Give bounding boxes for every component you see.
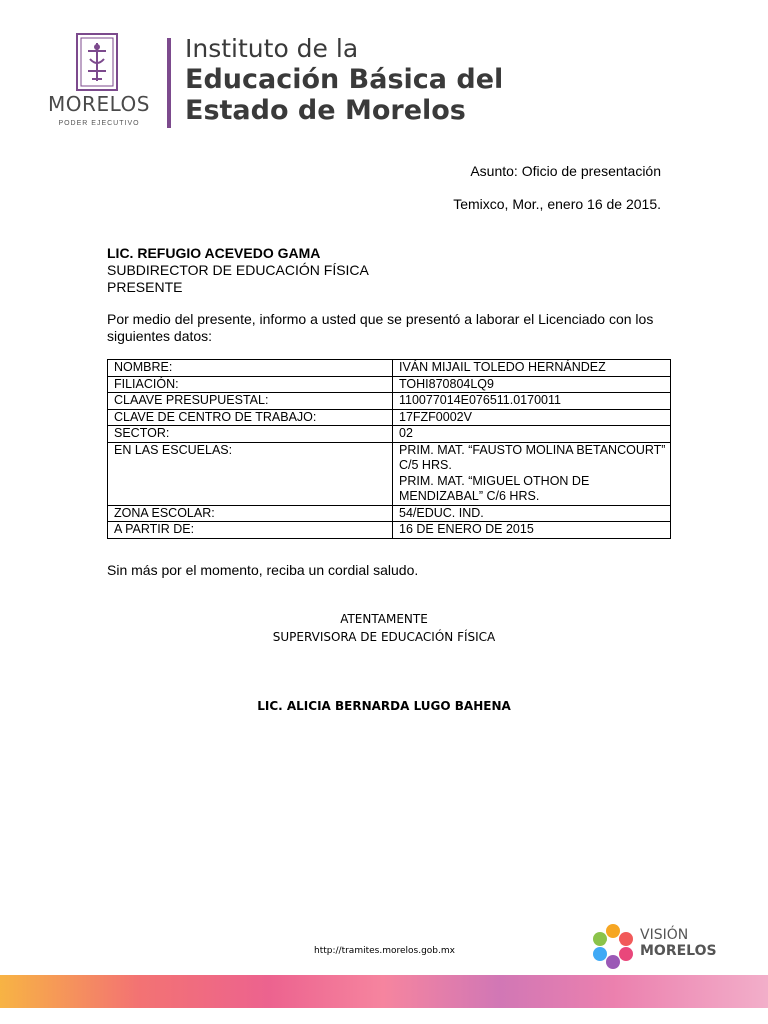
institute-line-2: Educación Básica del	[185, 64, 504, 95]
institute-title	[185, 34, 503, 126]
closing-line: Sin más por el momento, reciba un cordial saludo.	[107, 562, 419, 578]
row-value-text: IVÁN MIJAIL TOLEDO HERNÁNDEZ	[399, 360, 606, 374]
row-value	[393, 426, 671, 443]
employee-data-table	[107, 359, 671, 539]
signer-name: LIC. ALICIA BERNARDA LUGO BAHENA	[257, 699, 511, 713]
vision-morelos-logo	[588, 917, 718, 975]
header-divider	[167, 38, 171, 128]
row-value-text-2: PRIM. MAT. “MIGUEL OTHON DE MENDIZABAL” C/6 HRS.	[399, 473, 590, 503]
morelos-state-logo	[36, 30, 162, 130]
morelos-seal-icon	[76, 33, 118, 91]
row-value	[393, 393, 671, 410]
row-label: NOMBRE:	[108, 360, 393, 377]
morelos-logo-text: MORELOS	[48, 92, 150, 116]
recipient-name: LIC. REFUGIO ACEVEDO GAMA	[107, 245, 321, 261]
signer-position: SUPERVISORA DE EDUCACIÓN FÍSICA	[272, 630, 496, 644]
row-value-text: 54/EDUC. IND.	[399, 505, 484, 520]
row-value	[393, 360, 671, 377]
table-row	[108, 505, 671, 522]
row-label: ZONA ESCOLAR:	[108, 505, 393, 522]
table-row	[108, 376, 671, 393]
place-date: Temixco, Mor., enero 16 de 2015.	[453, 196, 661, 212]
atentamente-text: ATENTAMENTE	[340, 612, 428, 626]
row-value-text: 02	[399, 426, 413, 440]
recipient-title: SUBDIRECTOR DE EDUCACIÓN FÍSICA	[107, 262, 369, 278]
row-value	[393, 522, 671, 539]
row-label: A PARTIR DE:	[108, 522, 393, 539]
vision-flower-icon	[588, 921, 638, 971]
row-label: EN LAS ESCUELAS:	[108, 442, 393, 505]
row-value	[393, 442, 671, 505]
row-value	[393, 409, 671, 426]
row-value-text: 16 DE ENERO DE 2015	[399, 522, 534, 536]
table-row	[108, 522, 671, 539]
institute-line-1: Instituto de la	[185, 34, 359, 63]
row-value-text: PRIM. MAT. “FAUSTO MOLINA BETANCOURT” C/5 HRS.	[399, 442, 666, 472]
table-row	[108, 442, 671, 505]
row-label: CLAVE DE CENTRO DE TRABAJO:	[108, 409, 393, 426]
row-value	[393, 376, 671, 393]
institute-line-3: Estado de Morelos	[185, 95, 466, 126]
row-value-text: 110077014E076511.0170011	[399, 393, 561, 407]
vision-logo-text	[640, 927, 717, 959]
table-row	[108, 409, 671, 426]
vision-line-2: MORELOS	[640, 943, 717, 959]
footer-color-stripe	[0, 975, 768, 1008]
table-row	[108, 360, 671, 377]
row-label: SECTOR:	[108, 426, 393, 443]
poder-ejecutivo-text: PODER EJECUTIVO	[58, 120, 140, 127]
vision-line-1: VISIÓN	[640, 927, 689, 943]
row-label: FILIACIÓN:	[108, 376, 393, 393]
row-value-text: 17FZF0002V	[399, 409, 472, 424]
intro-paragraph: Por medio del presente, informo a usted que se presentó a laborar el Licenciado con los siguientes datos:	[107, 311, 654, 344]
recipient-presente: PRESENTE	[107, 279, 183, 295]
footer-url: http://tramites.morelos.gob.mx	[314, 946, 455, 956]
row-value	[393, 505, 671, 522]
subject-line: Asunto: Oficio de presentación	[470, 163, 661, 179]
row-value-text: TOHI870804LQ9	[399, 376, 494, 391]
row-label: CLAAVE PRESUPUESTAL:	[108, 393, 393, 410]
table-row	[108, 426, 671, 443]
table-row	[108, 393, 671, 410]
